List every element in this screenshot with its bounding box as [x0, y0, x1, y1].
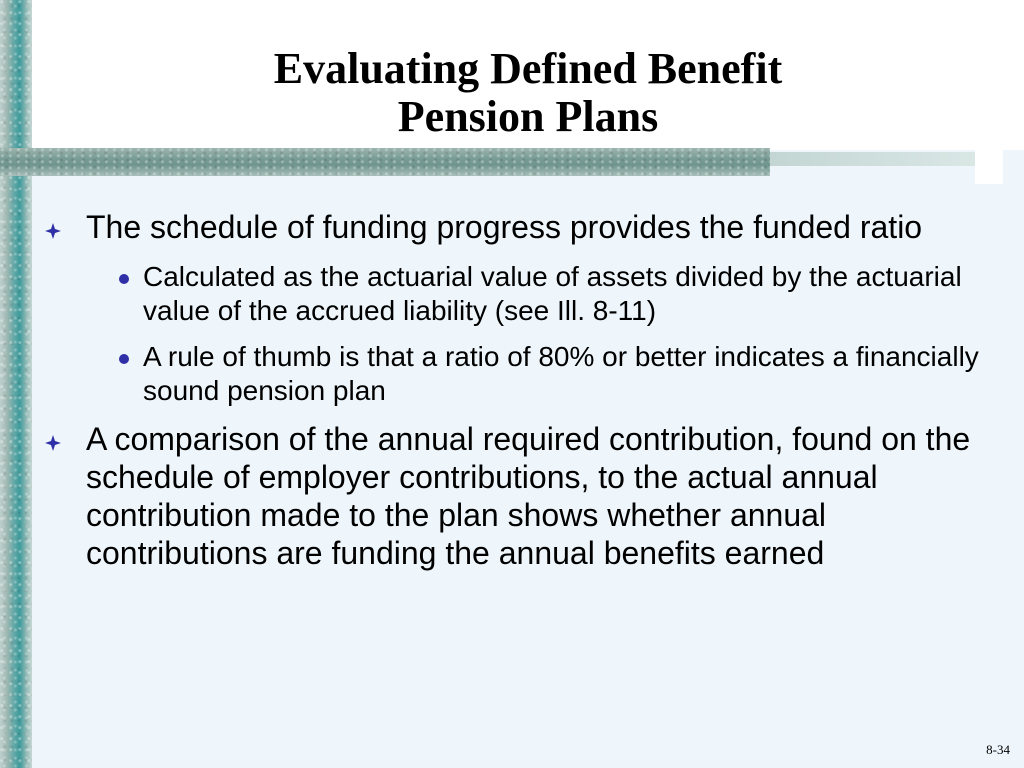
sub-bullet-text: Calculated as the actuarial value of assets divided by the actuarial value of the accrued liability (see Ill. 8-11) [143, 261, 962, 326]
dot-icon [119, 354, 129, 364]
diamond-icon [44, 434, 62, 452]
title-underline-bar [0, 148, 770, 176]
slide-content [44, 208, 994, 586]
left-decorative-stripe [0, 0, 32, 768]
slide-title [32, 45, 1024, 141]
title-underline-fade [770, 152, 975, 166]
dot-icon [119, 274, 129, 284]
sub-bullet-text: A rule of thumb is that a ratio of 80% or better indicates a financially sound pension plan [143, 341, 979, 406]
page-number: 8-34 [986, 742, 1010, 757]
title-line-1: Evaluating Defined Benefit [273, 44, 783, 93]
title-line-2: Pension Plans [397, 92, 659, 141]
bullet-text: A comparison of the annual required contribution, found on the schedule of employer contributions, to the actual annual contribution made to the plan shows whether annual contributions are funding the annual benefits earned [86, 421, 971, 571]
sub-bullet-item [101, 340, 994, 408]
sub-bullet-item [101, 260, 994, 328]
diamond-icon [44, 222, 62, 240]
bullet-item [44, 208, 994, 246]
bullet-text: The schedule of funding progress provides the funded ratio [86, 209, 923, 245]
bullet-item [44, 420, 994, 572]
title-underline-tail [975, 142, 1003, 184]
